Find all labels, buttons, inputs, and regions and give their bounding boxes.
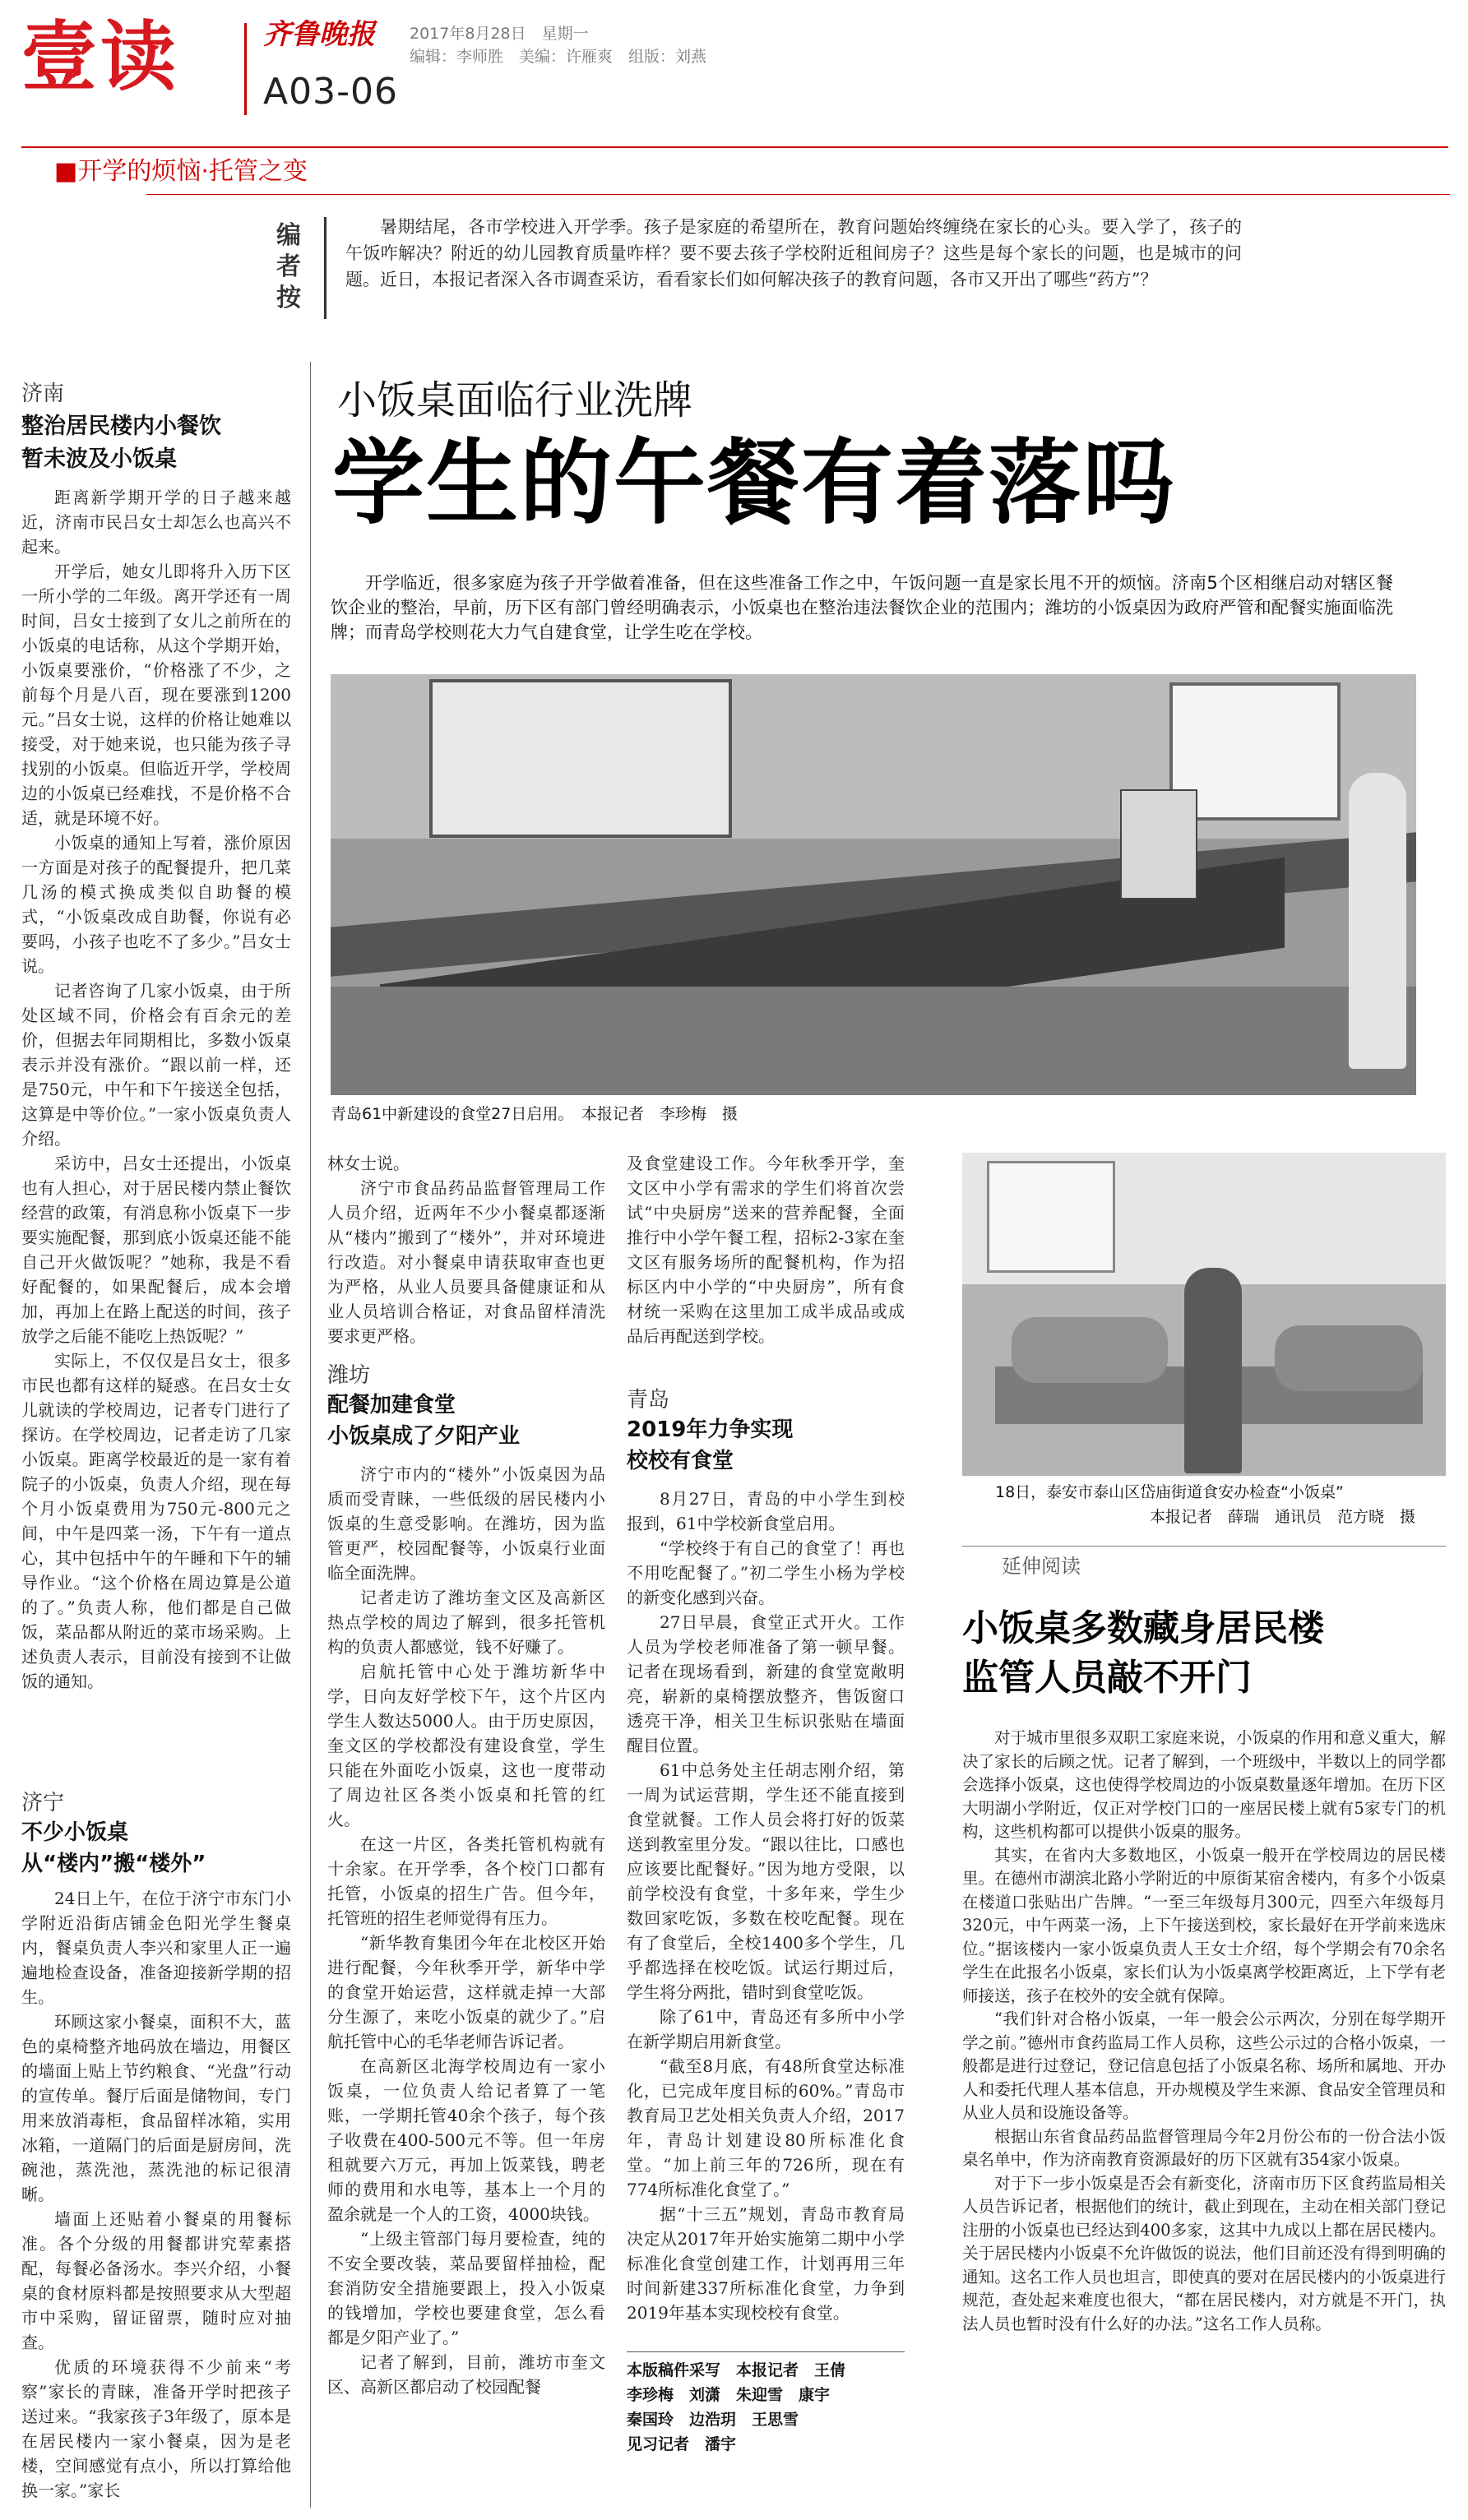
- main-lead: 开学临近，很多家庭为孩子开学做着准备，但在这些准备工作之中，午饭问题一直是家长甩不开的烦恼。济南5个区相继启动对辖区餐饮企业的整治，早前，历下区有部门曾经明确表示，小饭桌也在整治违法餐饮企业的范围内；潍坊的小饭桌因为政府严管和配餐实施面临洗牌；而青岛学校则花大力气自建食堂，让学生吃在学校。: [331, 573, 1393, 642]
- weifang-continued-body: [627, 1151, 905, 1365]
- weifang-cont-paragraph: 及食堂建设工作。今年秋季开学，奎文区中小学有需求的学生们将首次尝试“中央厨房”送来的营养配餐，全面推行中小学午餐工程，招标2-3家在奎文区有服务场所的配餐机构，作为招标区内中小学的“中央厨房”，所有食材统一采购在这里加工成半成品或成品后再配送到学校。: [627, 1154, 905, 1346]
- photo-window-left: [429, 679, 732, 838]
- weifang-paragraph: 记者走访了潍坊奎文区及高新区热点学校的周边了解到，很多托管机构的负责人都感觉，钱不好赚了。: [327, 1588, 605, 1657]
- newspaper-logo: 齐鲁晚报: [263, 18, 375, 51]
- qingdao-paragraph: 除了61中，青岛还有多所中小学在新学期启用新食堂。: [627, 2007, 905, 2051]
- jining-headline-2: 从“楼内”搬“楼外”: [21, 1852, 206, 1876]
- weifang-paragraph: “上级主管部门每月要检查，纯的不安全要改装，菜品要留样抽检，配套消防安全措施要跟上，投入小饭桌的钱增加，学校也要建食堂，怎么看都是夕阳产业了。”: [327, 2229, 605, 2347]
- qingdao-headline-1: 2019年力争实现: [627, 1417, 794, 1442]
- main-headline: 学生的午餐有着落吗: [332, 430, 1176, 537]
- editor-note-label: 编者按: [276, 221, 301, 312]
- section-title: 壹读: [21, 13, 180, 101]
- jining-body: [21, 1886, 291, 2511]
- jining-cont-paragraph: 济宁市食品药品监督管理局工作人员介绍，近两年不少小餐桌都逐渐从“楼内”搬到了“楼外”，并对环境进行改造。对小餐桌申请获取审查也更为严格，从业人员要具备健康证和从业人员培训合格证，对食品留样清洗要求更严格。: [327, 1178, 605, 1346]
- photo-worker: [1349, 773, 1406, 1069]
- weifang-paragraph: 启航托管中心处于潍坊新华中学，日向友好学校下午，这个片区内学生人数达5000人。由于历史原因，奎文区的学校都没有建设食堂，学生只能在外面吃小饭桌，这也一度带动了周边社区各类小饭桌和托管的红火。: [327, 1662, 605, 1829]
- weifang-paragraph: 记者了解到，目前，潍坊市奎文区、高新区都启动了校园配餐: [327, 2352, 605, 2397]
- reporter-credits: [627, 2358, 905, 2457]
- main-kicker: 小饭桌面临行业洗牌: [337, 377, 693, 423]
- weifang-body: [327, 1462, 605, 2511]
- weifang-location-tag: 潍坊: [327, 1363, 371, 1388]
- qingdao-location-tag: 青岛: [627, 1388, 670, 1413]
- photo2-inspector: [1184, 1268, 1242, 1473]
- extend-top-rule: [962, 1546, 1446, 1547]
- extend-paragraph: 对于城市里很多双职工家庭来说，小饭桌的作用和意义重大，解决了家长的后顾之忧。记者了解到，一个班级中，半数以上的同学都会选择小饭桌，这也使得学校周边的小饭桌数量逐年增加。在历下区大明湖小学附近，仅正对学校门口的一座居民楼上就有5家专门的机构，这些机构都可以提供小饭桌的服务。: [962, 1728, 1446, 1841]
- editor-note-text: 暑期结尾，各市学校进入开学季。孩子是家庭的希望所在，教育问题始终缠绕在家长的心头。要入学了，孩子的午饭咋解决？附近的幼儿园教育质量咋样？要不要去孩子学校附近租间房子？这些是每个家长的问题，也是城市的问题。近日，本报记者深入各市调查采访，看看家长们如何解决孩子的教育问题，各市又开出了哪些“药方”？: [345, 217, 1242, 289]
- extend-paragraph: 其实，在省内大多数地区，小饭桌一般开在学校周边的居民楼里。在德州市湖滨北路小学附近的中原街某宿舍楼内，有多个小饭桌在楼道口张贴出广告牌。“一至三年级每月300元，四至六年级每月320元，中午两菜一汤，上下午接送到校，家长最好在开学前来选床位。”据该楼内一家小饭桌负责人王女士介绍，每个学期会有70余名学生在此报名小饭桌，家长们认为小饭桌离学校距离近，上下学有老师接送，孩子在校外的安全就有保障。: [962, 1845, 1446, 2005]
- jining-paragraph: 优质的环境获得不少前来“考察”家长的青睐，准备开学时把孩子送过来。“我家孩子3年级了，原本是在居民楼内一家小餐桌，因为是老楼，空间感觉有点小，所以打算给他换一家。”家长: [21, 2357, 291, 2500]
- jining-cont-paragraph: 林女士说。: [327, 1154, 410, 1173]
- jinan-paragraph: 实际上，不仅仅是吕女士，很多市民也都有这样的疑惑。在吕女士女儿就读的学校周边，记者专门进行了探访。在学校周边，记者走访了几家小饭桌。距离学校最近的是一家有着院子的小饭桌，负责人介绍，现在每个月小饭桌费用为750元-800元之间，中午是四菜一汤，下午有一道点心，其中包括中午的午睡和下午的辅导作业。“这个价格在周边算是公道的了。”负责人称，他们都是自己做饭，菜品都从附近的菜市场采购。上述负责人表示，目前没有接到不让做饭的通知。: [21, 1351, 291, 1691]
- weifang-paragraph: 济宁市内的“楼外”小饭桌因为品质而受青睐，一些低级的居民楼内小饭桌的生意受影响。在潍坊，因为监管更严，校园配餐等，小饭桌行业面临全面洗牌。: [327, 1464, 605, 1583]
- editor-note: [276, 212, 1243, 335]
- jinan-location-tag: 济南: [21, 381, 65, 406]
- jinan-headline-1: 整治居民楼内小餐饮: [21, 414, 221, 439]
- header-bottom-rule: [21, 146, 1448, 148]
- photo-floor: [331, 987, 1416, 1095]
- weifang-paragraph: 在这一片区，各类托管机构就有十余家。在开学季，各个校门口都有托管，小饭桌的招生广告。但今年，托管班的招生老师觉得有压力。: [327, 1834, 605, 1928]
- jining-paragraph: 环顾这家小餐桌，面积不大，蓝色的桌椅整齐地码放在墙边，用餐区的墙面上贴上节约粮食、“光盘”行动的宣传单。餐厅后面是储物间，专门用来放消毒柜，食品留样冰箱，实用冰箱，一道隔门的后面是厨房间，洗碗池，蒸洗池，蒸洗池的标记很清晰。: [21, 2012, 291, 2204]
- qingdao-paragraph: 8月27日，青岛的中小学生到校报到，61中学校新食堂启用。: [627, 1489, 905, 1533]
- photo2-children-right: [1275, 1325, 1423, 1391]
- photo2-caption-1: 18日，泰安市泰山区岱庙街道食安办检查“小饭桌”: [995, 1483, 1344, 1501]
- jinan-body: [21, 485, 291, 1784]
- weifang-headline-2: 小饭桌成了夕阳产业: [327, 1424, 521, 1449]
- jinan-paragraph: 开学后，她女儿即将升入历下区一所小学的二年级。离开学还有一周时间，吕女士接到了女儿之前所在的小饭桌的电话称，从这个学期开始，小饭桌要涨价，“价格涨了不少，之前每个月是八百，现在要涨到1200元。”吕女士说，这样的价格让她难以接受，对于她来说，也只能为孩子寻找别的小饭桌。但临近开学，学校周边的小饭桌已经难找，不是价格不合适，就是环境不好。: [21, 562, 291, 828]
- qingdao-paragraph: “学校终于有自己的食堂了！再也不用吃配餐了。”初二学生小杨为学校的新变化感到兴奋。: [627, 1538, 905, 1607]
- jinan-headline-2: 暂未波及小饭桌: [21, 446, 177, 472]
- weifang-headline-1: 配餐加建食堂: [327, 1393, 456, 1417]
- extend-headline-2: 监管人员敲不开门: [962, 1657, 1252, 1699]
- jining-continued-body: [327, 1151, 605, 1348]
- photo-notice-board: [1120, 789, 1197, 899]
- masthead: [0, 0, 1468, 148]
- photo2-children: [1012, 1317, 1168, 1383]
- issue-date: 2017年8月28日 星期一: [410, 25, 589, 43]
- photo2-window: [987, 1161, 1115, 1273]
- qingdao-headline-2: 校校有食堂: [627, 1449, 734, 1473]
- topic-underline: [146, 194, 1450, 195]
- credit-divider: [627, 2351, 905, 2352]
- editor-credits: 编辑：李师胜 美编：许雁爽 组版：刘燕: [410, 48, 707, 66]
- masthead-divider: [244, 23, 247, 115]
- jining-location-tag: 济宁: [21, 1791, 65, 1815]
- jinan-paragraph: 采访中，吕女士还提出，小饭桌也有人担心，对于居民楼内禁止餐饮经营的政策，有消息称小饭桌下一步要实施配餐，那到底小饭桌还能不能自己开火做饭呢？”她称，我是不看好配餐的，如果配餐后，成本会增加，再加上在路上配送的时间，孩子放学之后能不能吃上热饭呢？”: [21, 1154, 291, 1346]
- credit-line: 秦国玲 边浩玥 王思雪: [627, 2411, 799, 2429]
- extend-paragraph: 根据山东省食品药品监督管理局今年2月份公布的一份合法小饭桌名单中，作为济南教育资源最好的历下区就有354家小饭桌。: [962, 2126, 1446, 2169]
- qingdao-paragraph: 27日早晨，食堂正式开火。工作人员为学校老师准备了第一顿早餐。记者在现场看到，新建的食堂宽敞明亮，崭新的桌椅摆放整齐，售饭窗口透亮干净，相关卫生标识张贴在墙面醒目位置。: [627, 1612, 905, 1755]
- photo2-caption-2: 本报记者 薛瑞 通讯员 范方晓 摄: [1150, 1508, 1416, 1526]
- cafeteria-photo: [331, 674, 1416, 1095]
- weifang-paragraph: 在高新区北海学校周边有一家小饭桌，一位负责人给记者算了一笔账，一学期托管40余个孩子，每个孩子收费在400-500元不等。但一年房租就要六万元，再加上饭菜钱，聘老师的费用和水电等，基本上一个月的盈余就是一个人的工资，4000块钱。: [327, 2056, 605, 2224]
- inspection-photo: [962, 1153, 1446, 1476]
- jining-headline-1: 不少小饭桌: [21, 1820, 129, 1845]
- left-column-divider: [310, 362, 311, 2508]
- credit-line: 李珍梅 刘潇 朱迎雪 康宇: [627, 2386, 831, 2404]
- qingdao-paragraph: 据“十三五”规划，青岛市教育局决定从2017年开始实施第二期中小学标准化食堂创建工作，计划再用三年时间新建337所标准化食堂，力争到2019年基本实现校校有食堂。: [627, 2204, 905, 2323]
- qingdao-body: [627, 1487, 905, 2342]
- extend-body: [962, 1727, 1446, 2508]
- qingdao-paragraph: 61中总务处主任胡志刚介绍，第一周为试运营期，学生还不能直接到食堂就餐。工作人员会将打好的饭菜送到教室里分发。“跟以往比，口感也应该要比配餐好。”因为地方受限，以前学校没有食堂，十多年来，学生少数回家吃饭，多数在校吃配餐。现在有了食堂后，全校1400多个学生，几乎都选择在校吃饭。试运行期过后，学生将分两批，错时到食堂吃饭。: [627, 1760, 905, 2002]
- credit-line: 见习记者 潘宇: [627, 2435, 737, 2453]
- page-number: A03-06: [263, 71, 398, 113]
- topic-banner: ■开学的烦恼·托管之变: [54, 157, 308, 186]
- jinan-paragraph: 小饭桌的通知上写着，涨价原因一方面是对孩子的配餐提升，把几菜几汤的模式换成类似自助餐的模式，“小饭桌改成自助餐，你说有必要吗，小孩子也吃不了多少。”吕女士说。: [21, 833, 291, 976]
- qingdao-paragraph: “截至8月底，有48所食堂达标准化，已完成年度目标的60%。”青岛市教育局卫艺处相关负责人介绍，2017年，青岛计划建设80所标准化食堂。“加上前三年的726所，现在有774所标准化食堂了。”: [627, 2056, 905, 2199]
- jinan-paragraph: 距离新学期开学的日子越来越近，济南市民吕女士却怎么也高兴不起来。: [21, 488, 291, 557]
- weifang-paragraph: “新华教育集团今年在北校区开始进行配餐，今年秋季开学，新华中学的食堂开始运营，这样就走掉一大部分生源了，来吃小饭桌的就少了。”启航托管中心的毛华老师告诉记者。: [327, 1933, 605, 2051]
- jining-paragraph: 墙面上还贴着小餐桌的用餐标准。各个分级的用餐都讲究荤素搭配，每餐必备汤水。李兴介绍，小餐桌的食材原料都是按照要求从大型超市中采购，留证留票，随时应对抽查。: [21, 2209, 291, 2352]
- photo1-caption: 青岛61中新建设的食堂27日启用。 本报记者 李珍梅 摄: [331, 1105, 738, 1123]
- jinan-paragraph: 记者咨询了几家小饭桌，由于所处区域不同，价格会有百余元的差价，但据去年同期相比，多数小饭桌表示并没有涨价。“跟以前一样，还是750元，中午和下午接送全包括，这算是中等价位。”一家小饭桌负责人介绍。: [21, 981, 291, 1149]
- editor-note-bar: [324, 217, 326, 319]
- extend-paragraph: “我们针对合格小饭桌，一年一般会公示两次，分别在每学期开学之前。”德州市食药监局工作人员称，这些公示过的合格小饭桌，一般都是进行过登记，登记信息包括了小饭桌名称、场所和属地、开办人和委托代理人基本信息，开办规模及学生来源、食品安全管理员和从业人员和设施设备等。: [962, 2009, 1446, 2122]
- extend-paragraph: 对于下一步小饭桌是否会有新变化，济南市历下区食药监局相关人员告诉记者，根据他们的统计，截止到现在，主动在相关部门登记注册的小饭桌也已经达到400多家，这其中九成以上都在居民楼内。关于居民楼内小饭桌不允许做饭的说法，他们目前还没有得到明确的通知。这名工作人员也坦言，即使真的要对在居民楼内的小饭桌进行规范，查处起来难度也很大，“都在居民楼内，对方就是不开门，执法人员也暂时没有什么好的办法。”这名工作人员称。: [962, 2173, 1446, 2333]
- credit-line: 本版稿件采写 本报记者 王倩: [627, 2361, 846, 2379]
- extend-label: 延伸阅读: [1002, 1555, 1081, 1578]
- jining-paragraph: 24日上午，在位于济宁市东门小学附近沿街店铺金色阳光学生餐桌内，餐桌负责人李兴和家里人正一遍遍地检查设备，准备迎接新学期的招生。: [21, 1889, 291, 2007]
- extend-headline-1: 小饭桌多数藏身居民楼: [962, 1607, 1324, 1649]
